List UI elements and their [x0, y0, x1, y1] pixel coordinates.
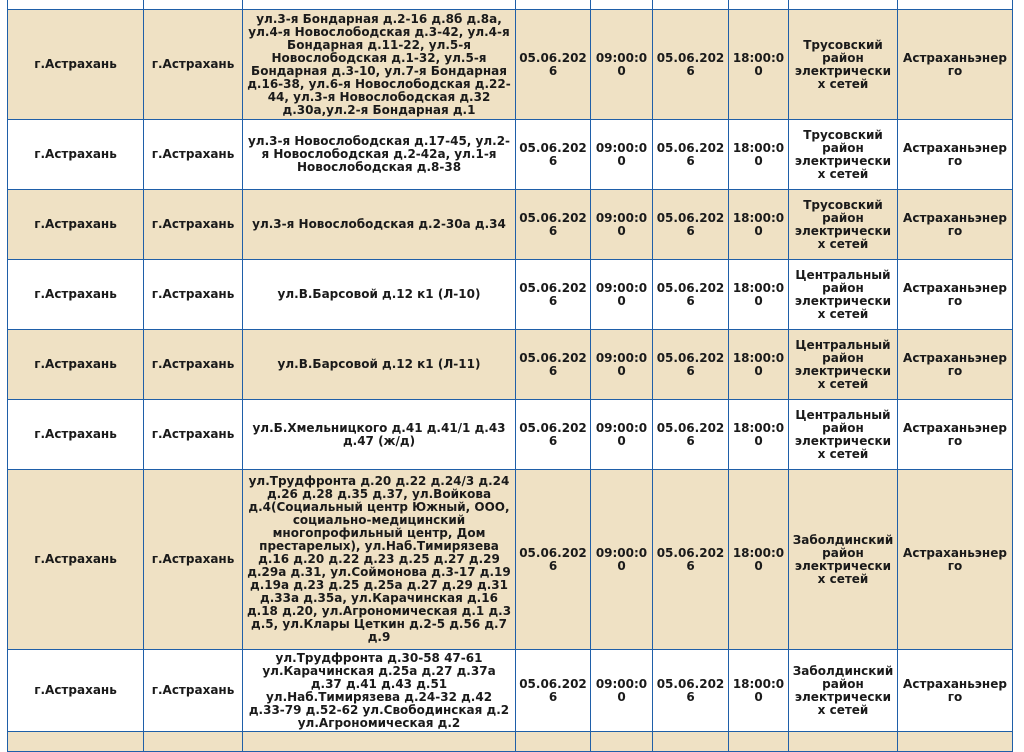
company-cell — [898, 0, 1013, 10]
settlement-cell — [144, 732, 243, 752]
end-date-cell: 05.06.2026 — [653, 10, 729, 120]
start-time-cell: 09:00:00 — [591, 650, 653, 732]
addresses-cell: ул.В.Барсовой д.12 к1 (Л-10) — [243, 260, 516, 330]
addresses-cell: ул.Б.Хмельницкого д.41 д.41/1 д.43 д.47 (ж/д) — [243, 400, 516, 470]
start-time-cell — [591, 0, 653, 10]
start-date-cell: 05.06.2026 — [516, 650, 591, 732]
table-row — [8, 400, 1013, 470]
locality-cell: г.Астрахань — [8, 330, 144, 400]
addresses-cell — [243, 732, 516, 752]
end-time-cell: 18:00:00 — [729, 400, 789, 470]
district-cell: Трусовский район электрических сетей — [789, 10, 898, 120]
table-row — [8, 732, 1013, 752]
district-cell: Центральный район электрических сетей — [789, 400, 898, 470]
addresses-cell: ул.Трудфронта д.20 д.22 д.24/3 д.24 д.26 д.28 д.35 д.37, ул.Войкова д.4(Социальный центр Южный, ООО, социально-медицинский многопрофильный центр, Дом престарелых), ул.Наб.Тимирязева д.16 д.20 д.22 д.23 д.25 д.27 д.29 д.29а д.31, ул.Соймонова д.3-17 д.19 д.19а д.23 д.25 д.25а д.27 д.29 д.31 д.33а д.35а, ул.Карачинская д.16 д.18 д.20, ул.Агрономическая д.1 д.3 д.5, ул.Клары Цеткин д.2-5 д.56 д.7 д.9 — [243, 470, 516, 650]
table-row — [8, 330, 1013, 400]
end-date-cell: 05.06.2026 — [653, 120, 729, 190]
end-date-cell: 05.06.2026 — [653, 260, 729, 330]
end-time-cell: 18:00:00 — [729, 470, 789, 650]
end-time-cell: 18:00:00 — [729, 650, 789, 732]
settlement-cell: г.Астрахань — [144, 470, 243, 650]
start-date-cell: 05.06.2026 — [516, 470, 591, 650]
settlement-cell: г.Астрахань — [144, 330, 243, 400]
company-cell: Астраханьэнерго — [898, 470, 1013, 650]
start-time-cell: 09:00:00 — [591, 260, 653, 330]
start-date-cell: 05.06.2026 — [516, 10, 591, 120]
start-time-cell: 09:00:00 — [591, 10, 653, 120]
company-cell: Астраханьэнерго — [898, 330, 1013, 400]
end-time-cell — [729, 0, 789, 10]
start-time-cell: 09:00:00 — [591, 470, 653, 650]
start-time-cell: 09:00:00 — [591, 190, 653, 260]
end-date-cell — [653, 0, 729, 10]
district-cell: Заболдинский район электрических сетей — [789, 470, 898, 650]
addresses-cell: ул.3-я Новослободская д.2-30а д.34 — [243, 190, 516, 260]
company-cell: Астраханьэнерго — [898, 190, 1013, 260]
locality-cell: г.Астрахань — [8, 470, 144, 650]
settlement-cell: г.Астрахань — [144, 650, 243, 732]
table-row — [8, 190, 1013, 260]
district-cell — [789, 0, 898, 10]
settlement-cell: г.Астрахань — [144, 10, 243, 120]
district-cell: Трусовский район электрических сетей — [789, 190, 898, 260]
addresses-cell: ул.Трудфронта д.30-58 47-61 ул.Карачинская д.25а д.27 д.37а д.37 д.41 д.43 д.51 ул.Наб.Тимирязева д.24-32 д.42 д.33-79 д.52-62 ул.Свободинская д.2 ул.Агрономическая д.2 — [243, 650, 516, 732]
district-cell: Центральный район электрических сетей — [789, 260, 898, 330]
locality-cell — [8, 0, 144, 10]
start-date-cell: 05.06.2026 — [516, 190, 591, 260]
table-row — [8, 120, 1013, 190]
addresses-cell: ул.3-я Бондарная д.2-16 д.8б д.8а, ул.4-я Новослободская д.3-42, ул.4-я Бондарная д.11-22, ул.5-я Новослободская д.1-32, ул.5-я Бондарная д.3-10, ул.7-я Бондарная д.16-38, ул.6-я Новослободская д.22-44, ул.3-я Новослободская д.32 д.30а,ул.2-я Бондарная д.1 — [243, 10, 516, 120]
end-time-cell: 18:00:00 — [729, 10, 789, 120]
end-date-cell — [653, 732, 729, 752]
district-cell: Трусовский район электрических сетей — [789, 120, 898, 190]
start-time-cell: 09:00:00 — [591, 400, 653, 470]
end-time-cell: 18:00:00 — [729, 190, 789, 260]
outage-schedule-table — [7, 0, 1013, 752]
addresses-cell — [243, 0, 516, 10]
district-cell: Заболдинский район электрических сетей — [789, 650, 898, 732]
locality-cell: г.Астрахань — [8, 10, 144, 120]
table-row — [8, 260, 1013, 330]
start-time-cell: 09:00:00 — [591, 120, 653, 190]
company-cell: Астраханьэнерго — [898, 400, 1013, 470]
start-date-cell — [516, 0, 591, 10]
company-cell: Астраханьэнерго — [898, 120, 1013, 190]
table-row — [8, 10, 1013, 120]
start-date-cell — [516, 732, 591, 752]
end-time-cell: 18:00:00 — [729, 120, 789, 190]
table-row — [8, 470, 1013, 650]
end-date-cell: 05.06.2026 — [653, 190, 729, 260]
settlement-cell: г.Астрахань — [144, 400, 243, 470]
locality-cell: г.Астрахань — [8, 120, 144, 190]
addresses-cell: ул.В.Барсовой д.12 к1 (Л-11) — [243, 330, 516, 400]
company-cell — [898, 732, 1013, 752]
district-cell: Центральный район электрических сетей — [789, 330, 898, 400]
start-date-cell: 05.06.2026 — [516, 260, 591, 330]
company-cell: Астраханьэнерго — [898, 10, 1013, 120]
start-date-cell: 05.06.2026 — [516, 120, 591, 190]
start-time-cell: 09:00:00 — [591, 330, 653, 400]
district-cell — [789, 732, 898, 752]
end-time-cell: 18:00:00 — [729, 330, 789, 400]
locality-cell: г.Астрахань — [8, 400, 144, 470]
end-date-cell: 05.06.2026 — [653, 400, 729, 470]
start-time-cell — [591, 732, 653, 752]
addresses-cell: ул.3-я Новослободская д.17-45, ул.2-я Новослободская д.2-42а, ул.1-я Новослободская д.8-38 — [243, 120, 516, 190]
end-time-cell — [729, 732, 789, 752]
table-row — [8, 650, 1013, 732]
settlement-cell: г.Астрахань — [144, 260, 243, 330]
locality-cell: г.Астрахань — [8, 650, 144, 732]
locality-cell: г.Астрахань — [8, 190, 144, 260]
end-time-cell: 18:00:00 — [729, 260, 789, 330]
end-date-cell: 05.06.2026 — [653, 470, 729, 650]
end-date-cell: 05.06.2026 — [653, 650, 729, 732]
start-date-cell: 05.06.2026 — [516, 400, 591, 470]
settlement-cell: г.Астрахань — [144, 190, 243, 260]
locality-cell: г.Астрахань — [8, 260, 144, 330]
company-cell: Астраханьэнерго — [898, 260, 1013, 330]
settlement-cell — [144, 0, 243, 10]
end-date-cell: 05.06.2026 — [653, 330, 729, 400]
table-row — [8, 0, 1013, 10]
locality-cell — [8, 732, 144, 752]
company-cell: Астраханьэнерго — [898, 650, 1013, 732]
settlement-cell: г.Астрахань — [144, 120, 243, 190]
start-date-cell: 05.06.2026 — [516, 330, 591, 400]
